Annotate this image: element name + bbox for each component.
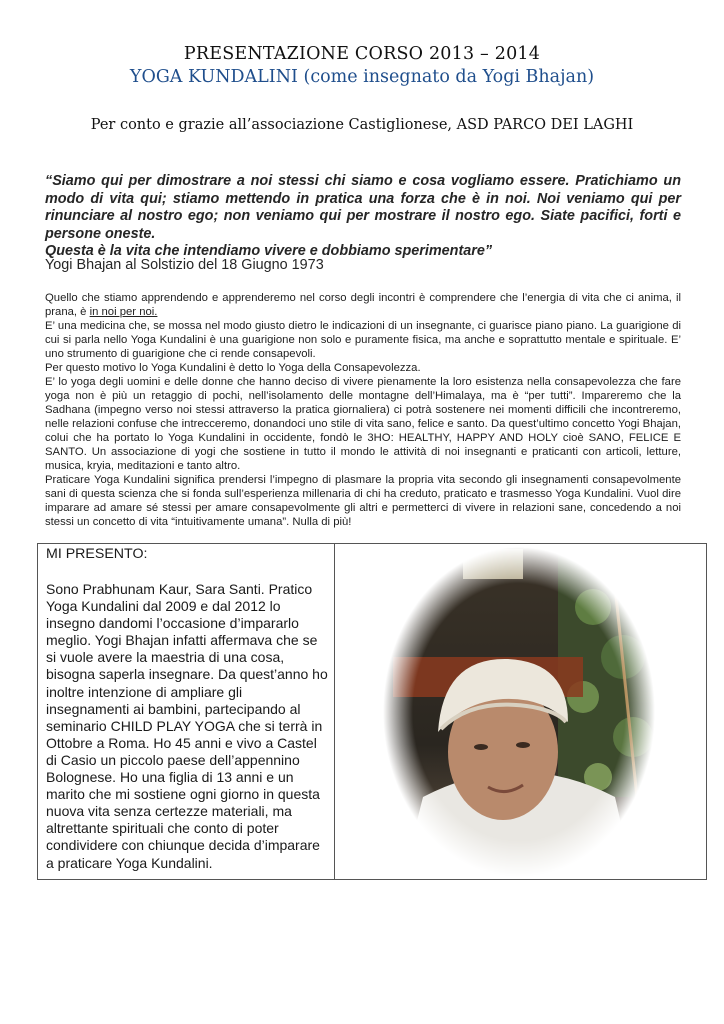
- table-divider: [334, 544, 335, 879]
- quote-text: “Siamo qui per dimostrare a noi stessi chi siamo e cosa vogliamo essere. Pratichiamo un modo di vita qui; stiamo mettendo in pratica una forza che è in noi. Noi veniamo qui per rinunciare al nostro ego; non veniamo qui per mostrare il nostro ego. Siate pacifici, forti e persone oneste.: [45, 173, 681, 242]
- paragraph-prana: [45, 291, 681, 319]
- presentation-text: Sono Prabhunam Kaur, Sara Santi. Pratico Yoga Kundalini dal 2009 e dal 2012 lo insegno dandomi l’occasione d’impararlo meglio. Yogi Bhajan infatti affermava che se si vuole avere la maestria di una cosa, bisogna saperla insegnare. Da quest’anno ho inoltre intenzione di ampliare gli insegnamenti ai bambini, partecipando al seminario CHILD PLAY YOGA che si terrà in Ottobre a Roma. Ho 45 anni e vivo a Castel di Casio un piccolo paese dell’appennino Bolognese. Ho una figlia di 13 anni e un marito che mi sostiene ogni giorno in questa nuova vita senza certezze materiali, ma altrettante spirituali che conto di poter condividere con chiunque decida d’imparare a praticare Yoga Kundalini.: [46, 581, 328, 871]
- association-line: Per conto e grazie all’associazione Castiglionese, ASD PARCO DEI LAGHI: [90, 117, 634, 133]
- document-title: PRESENTAZIONE CORSO 2013 – 2014: [183, 44, 541, 64]
- paragraph-medicine: E’ una medicina che, se mossa nel modo giusto dietro le indicazioni di un insegnante, ci guarisce piano piano. La guarigione di cui si parla nello Yoga Kundalini è una guarigione non solo e puramente fisica, ma anche e soprattutto mentale e spirituale. E’ uno strumento di guarigione che ci rende consapevoli.: [45, 320, 681, 360]
- underlined-phrase: in noi per noi.: [89, 306, 158, 318]
- paragraph-yoga-per-tutti: E’ lo yoga degli uomini e delle donne che hanno deciso di vivere pienamente la loro esistenza nella consapevolezza che fare yoga non è più un retaggio di pochi, nell’isolamento delle montagne dell’Himalaya, ma è “per tutti”. Impareremo che la Sadhana (impegno verso noi stessi attraverso la pratica giornaliera) ci potrà sostenere nei momenti difficili che incontreremo, nelle relazioni confuse che intrecceremo, donandoci uno stile di vita sano, felice e santo. Da quest’ultimo concetto Yogi Bhajan, colui che ha portato lo Yoga Kundalini in occidente, fondò le 3HO: HEALTHY, HAPPY AND HOLY cioè SANO, FELICE E SANTO. Un associazione di yogi che sostiene in tutto il mondo le attività di noi insegnanti e praticanti con articoli, letture, musica, kryia, meditazioni e tanto altro.: [45, 376, 681, 472]
- quote-closing: Questa è la vita che intendiamo vivere e dobbiamo sperimentare”: [45, 243, 493, 259]
- paragraph-praticare: Praticare Yoga Kundalini significa prendersi l’impegno di plasmare la propria vita secondo gli insegnamenti consapevolmente sani di questa scienza che si fonda sull’esperienza millenaria di chi ha creduto, praticato e trasmesso Yoga Kundalini. Vuol dire imparare ad amare sé stessi per amare consapevolmente gli altri e permetterci di vivere in relazioni sane, concedendo a noi stessi un concetto di vita “intuitivamente umana”. Nulla di più!: [45, 474, 681, 528]
- document-subtitle: YOGA KUNDALINI (come insegnato da Yogi Bhajan): [129, 67, 595, 87]
- presentation-box: [37, 543, 707, 880]
- yogi-bhajan-quote: [45, 173, 681, 261]
- paragraph-prana-lead: Quello che stiamo apprendendo e apprenderemo nel corso degli incontri è comprendere che l’energia di vita che ci anima, il prana, è: [45, 292, 681, 318]
- portrait-image: [383, 547, 655, 877]
- course-description: [45, 291, 681, 529]
- teacher-portrait-photo: [383, 547, 655, 877]
- paragraph-consapevolezza: Per questo motivo lo Yoga Kundalini è detto lo Yoga della Consapevolezza.: [45, 362, 421, 374]
- presentation-title: MI PRESENTO:: [46, 546, 148, 562]
- quote-author: Yogi Bhajan al Solstizio del 18 Giugno 1973: [45, 257, 324, 273]
